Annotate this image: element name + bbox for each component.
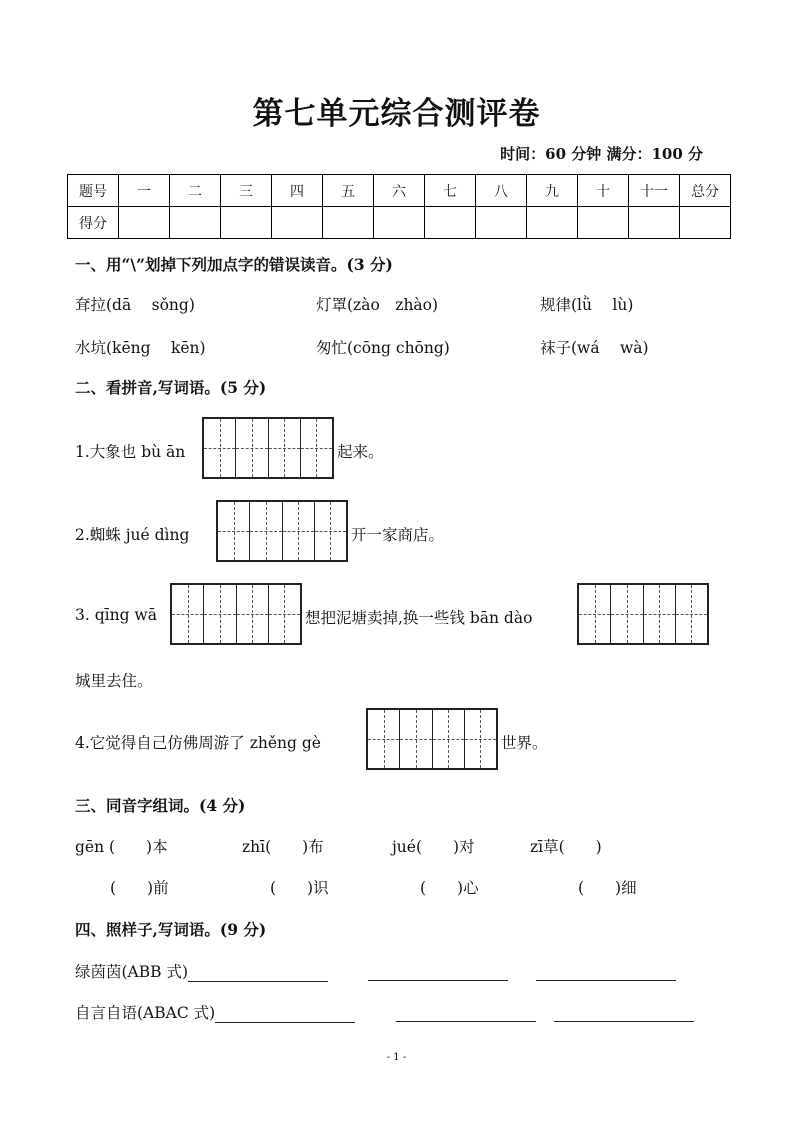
score-input-cell[interactable] (680, 207, 731, 239)
writing-cell[interactable] (579, 585, 611, 643)
pronunciation-item: 袜子(wá wà) (540, 339, 649, 357)
question-2-1-suffix: 起来。 (337, 443, 384, 461)
question-2-4-prefix: 4.它觉得自己仿佛周游了 zhěng gè (75, 734, 321, 752)
homophone-item[interactable]: jué( )对 (392, 838, 475, 856)
pronunciation-item: 规律(lǜ lù) (540, 296, 634, 314)
homophone-item[interactable]: ( )前 (110, 879, 169, 897)
writing-cell[interactable] (368, 710, 400, 768)
table-cell: 九 (527, 175, 578, 207)
writing-cell[interactable] (611, 585, 643, 643)
table-cell: 四 (272, 175, 323, 207)
writing-cell[interactable] (172, 585, 204, 643)
question-2-3-suffix: 城里去住。 (75, 672, 153, 690)
homophone-item[interactable]: ( )心 (420, 879, 479, 897)
writing-cell[interactable] (283, 502, 315, 560)
writing-cell[interactable] (204, 585, 236, 643)
pattern-abb-label: 绿茵茵(ABB 式) (75, 963, 188, 981)
pronunciation-item: 匆忙(cōng chōng) (316, 339, 450, 357)
writing-cell[interactable] (237, 585, 269, 643)
homophone-item[interactable]: zī草( ) (530, 838, 602, 856)
question-2-2-prefix: 2.蜘蛛 jué dìng (75, 526, 190, 544)
answer-blank[interactable] (396, 1003, 536, 1022)
writing-grid[interactable] (216, 500, 348, 562)
answer-blank[interactable] (368, 962, 508, 981)
question-2-2-suffix: 开一家商店。 (351, 526, 445, 544)
answer-blank[interactable] (536, 962, 676, 981)
answer-blank[interactable] (188, 963, 328, 982)
score-input-cell[interactable] (170, 207, 221, 239)
writing-cell[interactable] (250, 502, 282, 560)
page-title: 第七单元综合测评卷 (252, 96, 541, 132)
homophone-item[interactable]: ( )识 (270, 879, 329, 897)
score-table (67, 174, 731, 239)
section-1-heading: 一、用“\”划掉下列加点字的错误读音。(3 分) (75, 255, 393, 274)
table-cell: 六 (374, 175, 425, 207)
section-4-heading: 四、照样子,写词语。(9 分) (75, 920, 267, 939)
writing-cell[interactable] (315, 502, 346, 560)
writing-cell[interactable] (236, 419, 268, 477)
homophone-item[interactable]: gēn ( )本 (75, 838, 168, 856)
question-2-3-middle: 想把泥塘卖掉,换一些钱 bān dào (305, 609, 533, 627)
question-2-4-suffix: 世界。 (501, 734, 548, 752)
writing-cell[interactable] (433, 710, 465, 768)
score-input-cell[interactable] (323, 207, 374, 239)
score-input-cell[interactable] (476, 207, 527, 239)
writing-cell[interactable] (301, 419, 332, 477)
writing-cell[interactable] (644, 585, 676, 643)
table-cell: 一 (119, 175, 170, 207)
table-cell: 得分 (68, 207, 119, 239)
writing-cell[interactable] (400, 710, 432, 768)
table-cell: 总分 (680, 175, 731, 207)
table-cell: 八 (476, 175, 527, 207)
score-input-cell[interactable] (272, 207, 323, 239)
pronunciation-item: 灯罩(zào zhào) (316, 296, 439, 314)
writing-grid[interactable] (170, 583, 302, 645)
score-table-score-row (68, 207, 731, 239)
writing-cell[interactable] (269, 585, 300, 643)
pattern-abb-row (75, 960, 328, 982)
writing-cell[interactable] (218, 502, 250, 560)
writing-grid[interactable] (202, 417, 334, 479)
table-cell: 五 (323, 175, 374, 207)
table-cell: 三 (221, 175, 272, 207)
writing-cell[interactable] (204, 419, 236, 477)
score-input-cell[interactable] (221, 207, 272, 239)
score-input-cell[interactable] (374, 207, 425, 239)
table-cell: 十一 (629, 175, 680, 207)
section-3-heading: 三、同音字组词。(4 分) (75, 796, 246, 815)
pronunciation-item: 水坑(kēng kēn) (75, 339, 206, 357)
score-table-header-row (68, 175, 731, 207)
question-2-1-prefix: 1.大象也 bù ān (75, 443, 186, 461)
section-2-heading: 二、看拼音,写词语。(5 分) (75, 378, 267, 397)
page-number: - 1 - (386, 1052, 407, 1063)
score-input-cell[interactable] (527, 207, 578, 239)
table-cell: 二 (170, 175, 221, 207)
homophone-item[interactable]: zhī( )布 (242, 838, 324, 856)
question-2-3-prefix: 3. qīng wā (75, 606, 157, 624)
writing-cell[interactable] (676, 585, 707, 643)
homophone-item[interactable]: ( )细 (578, 879, 637, 897)
score-input-cell[interactable] (119, 207, 170, 239)
answer-blank[interactable] (215, 1004, 355, 1023)
pronunciation-item: 耷拉(dā sǒng) (75, 296, 195, 314)
table-cell: 题号 (68, 175, 119, 207)
score-input-cell[interactable] (578, 207, 629, 239)
writing-cell[interactable] (465, 710, 496, 768)
table-cell: 七 (425, 175, 476, 207)
writing-grid[interactable] (366, 708, 498, 770)
pattern-abac-row (75, 1001, 355, 1023)
answer-blank[interactable] (554, 1003, 694, 1022)
score-input-cell[interactable] (425, 207, 476, 239)
pattern-abac-label: 自言自语(ABAC 式) (75, 1004, 216, 1022)
score-input-cell[interactable] (629, 207, 680, 239)
exam-meta: 时间：60 分钟 满分：100 分 (500, 145, 703, 163)
table-cell: 十 (578, 175, 629, 207)
writing-grid[interactable] (577, 583, 709, 645)
writing-cell[interactable] (269, 419, 301, 477)
